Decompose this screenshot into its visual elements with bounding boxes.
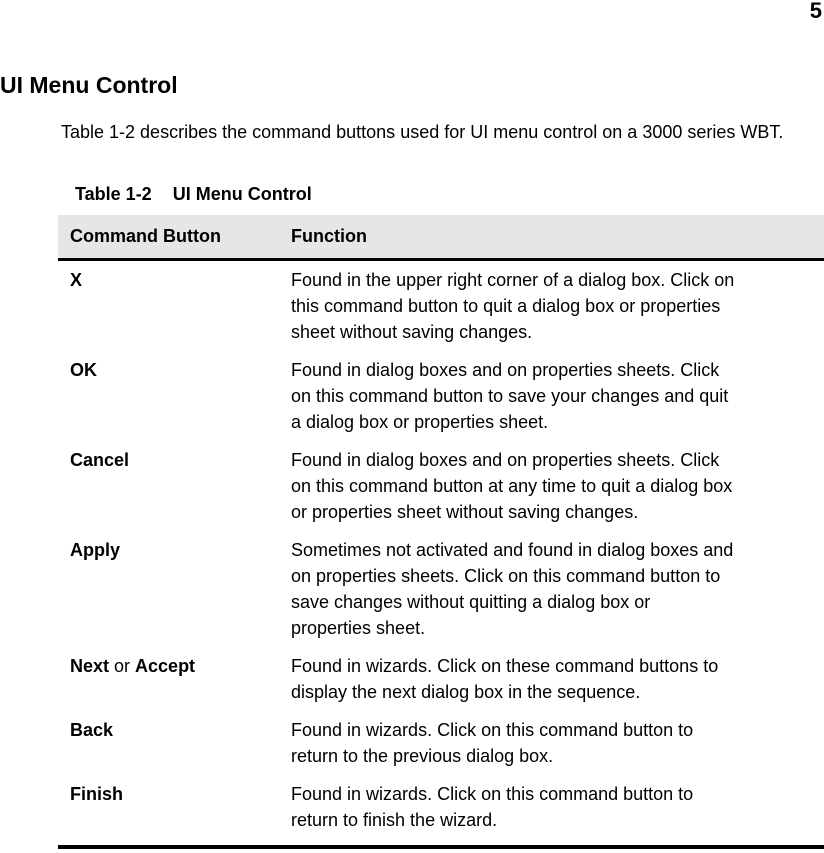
table-caption [75,184,312,205]
command-function: Found in the upper right corner of a dialog box. Click on this command button to quit a dialog box or properties sheet without saving changes. [291,270,735,342]
command-button-name: X [70,270,83,290]
command-button-name: Apply [70,540,121,560]
table-header-row [58,215,824,261]
table-caption-number: Table 1-2 [75,184,152,204]
column-header-function: Function [291,226,367,246]
table-row-finish [58,775,824,839]
command-function: Found in wizards. Click on this command button to return to finish the wizard. [291,784,694,830]
table-row-back [58,711,824,775]
command-button-name: Cancel [70,450,130,470]
command-button-name: Back [70,720,114,740]
page-number: 5 [809,0,822,23]
table-row-cancel [58,441,824,531]
command-function: Found in wizards. Click on these command buttons to display the next dialog box in the sequence. [291,656,719,702]
command-button-name: OK [70,360,97,380]
table-row-next-accept [58,647,824,711]
table-caption-title: UI Menu Control [172,184,312,204]
section-title: UI Menu Control [0,72,178,98]
table-row-apply [58,531,824,647]
command-function: Sometimes not activated and found in dialog boxes and on properties sheets. Click on this command button to save changes without quitting a dialog box or properties sheet. [291,540,734,638]
command-button-joiner: or [109,656,136,676]
command-function: Found in dialog boxes and on properties sheets. Click on this command button at any time to quit a dialog box or properties sheet without saving changes. [291,450,733,522]
column-header-command-button: Command Button [70,226,221,246]
intro-paragraph: Table 1-2 describes the command buttons used for UI menu control on a 3000 series WBT. [61,122,784,142]
command-button-next: Next [70,656,110,676]
table-row-x [58,261,824,351]
command-function: Found in dialog boxes and on properties sheets. Click on this command button to save your changes and quit a dialog box or properties sheet. [291,360,729,432]
ui-menu-control-table [58,215,824,849]
table-row-ok [58,351,824,441]
command-button-name: Finish [70,784,123,804]
command-button-accept: Accept [135,656,196,676]
command-function: Found in wizards. Click on this command button to return to the previous dialog box. [291,720,694,766]
table-body [58,261,824,849]
command-button-name [58,653,291,705]
